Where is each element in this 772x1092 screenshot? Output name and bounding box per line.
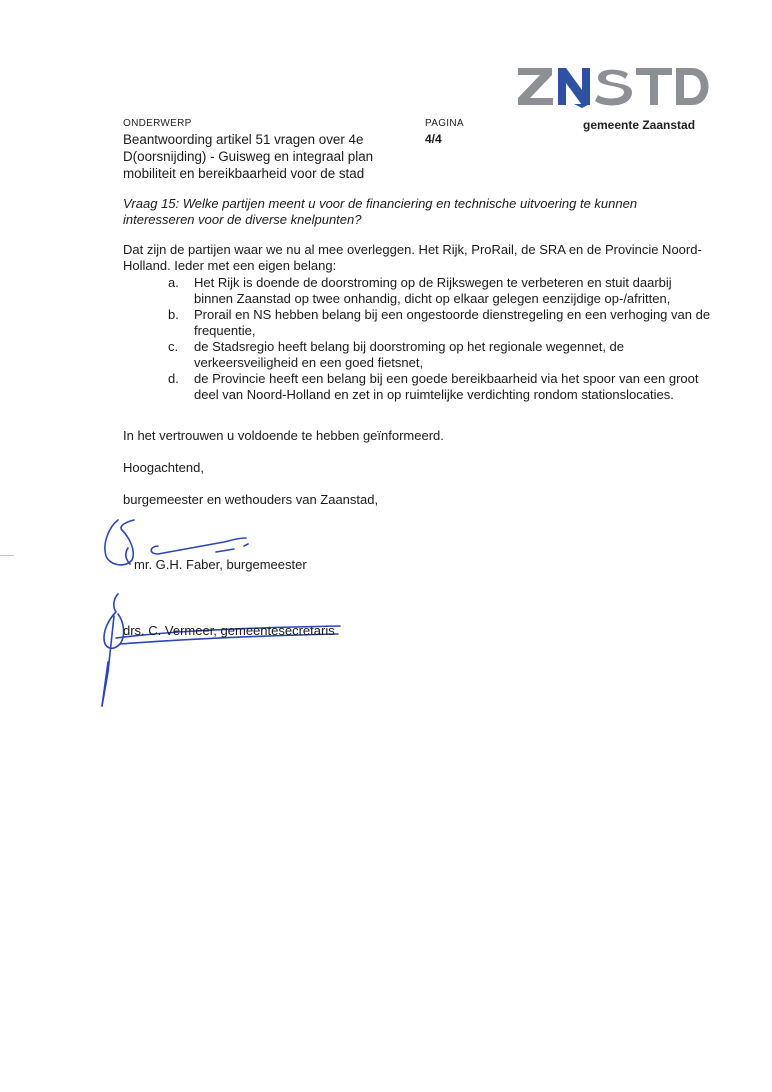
board-name: burgemeester en wethouders van Zaanstad, <box>123 492 379 507</box>
scan-edge-mark <box>0 555 14 556</box>
list-line: Prorail en NS hebben belang bij een ongestoorde dienstregeling en een verhoging van de <box>194 307 711 322</box>
logo-letter-z <box>518 68 553 105</box>
subject-line: Beantwoording artikel 51 vragen over 4e <box>123 132 364 147</box>
subject-text <box>123 131 398 182</box>
list-line: de Stadsregio heeft belang bij doorstroming op het regionale wegennet, de <box>194 339 625 354</box>
logo-letter-d <box>676 68 709 105</box>
list-line: de Provincie heeft een belang bij een goede bereikbaarheid via het spoor van een groot <box>194 371 699 386</box>
list-letter: c. <box>168 339 179 354</box>
zaanstad-logo <box>516 64 712 108</box>
list-line: binnen Zaanstad op twee onhandig, dicht op elkaar gelegen eenzijdige op-/afritten, <box>194 291 671 306</box>
signatory-burgemeester: mr. G.H. Faber, burgemeester <box>134 557 307 572</box>
question-15 <box>123 196 683 228</box>
page-label: PAGINA <box>425 118 464 129</box>
intro-line: Dat zijn de partijen waar we nu al mee overleggen. Het Rijk, ProRail, de SRA en de Provincie Noord- <box>123 242 702 257</box>
subject-line: D(oorsnijding) - Guisweg en integraal plan <box>123 149 374 164</box>
parties-list <box>168 275 728 403</box>
answer-intro <box>123 242 723 274</box>
signature-vermeer <box>94 592 348 710</box>
greeting: Hoogachtend, <box>123 460 204 475</box>
signatory-gemeentesecretaris: drs. C. Vermeer, gemeentesecretaris <box>123 623 335 638</box>
list-item <box>168 339 728 371</box>
list-line: deel van Noord-Holland en zet in op ruimtelijke verdichting rondom stationslocaties. <box>194 387 674 402</box>
intro-line: Holland. Ieder met een eigen belang: <box>123 258 337 273</box>
list-letter: b. <box>168 307 179 322</box>
organization-name: gemeente Zaanstad <box>583 118 696 132</box>
list-letter: d. <box>168 371 179 386</box>
subject-label: ONDERWERP <box>123 118 192 129</box>
logo-letter-s <box>595 70 632 106</box>
question-line: Vraag 15: Welke partijen meent u voor de financiering en technische uitvoering te kunnen <box>123 196 638 211</box>
list-line: frequentie, <box>194 323 256 338</box>
page-number: 4/4 <box>425 132 442 146</box>
list-line: verkeersveiligheid en een goed fietsnet, <box>194 355 424 370</box>
logo-letter-n <box>558 68 590 105</box>
question-line: interesseren voor de diverse knelpunten? <box>123 212 362 227</box>
list-item <box>168 371 728 403</box>
list-line: Het Rijk is doende de doorstroming op de Rijkswegen te verbeteren en stuit daarbij <box>194 275 672 290</box>
list-item <box>168 307 728 339</box>
logo-letter-t <box>636 68 672 105</box>
list-letter: a. <box>168 275 179 290</box>
subject-line: mobiliteit en bereikbaarheid voor de stad <box>123 166 365 181</box>
list-item <box>168 275 728 307</box>
closing-sentence: In het vertrouwen u voldoende te hebben geïnformeerd. <box>123 428 444 443</box>
